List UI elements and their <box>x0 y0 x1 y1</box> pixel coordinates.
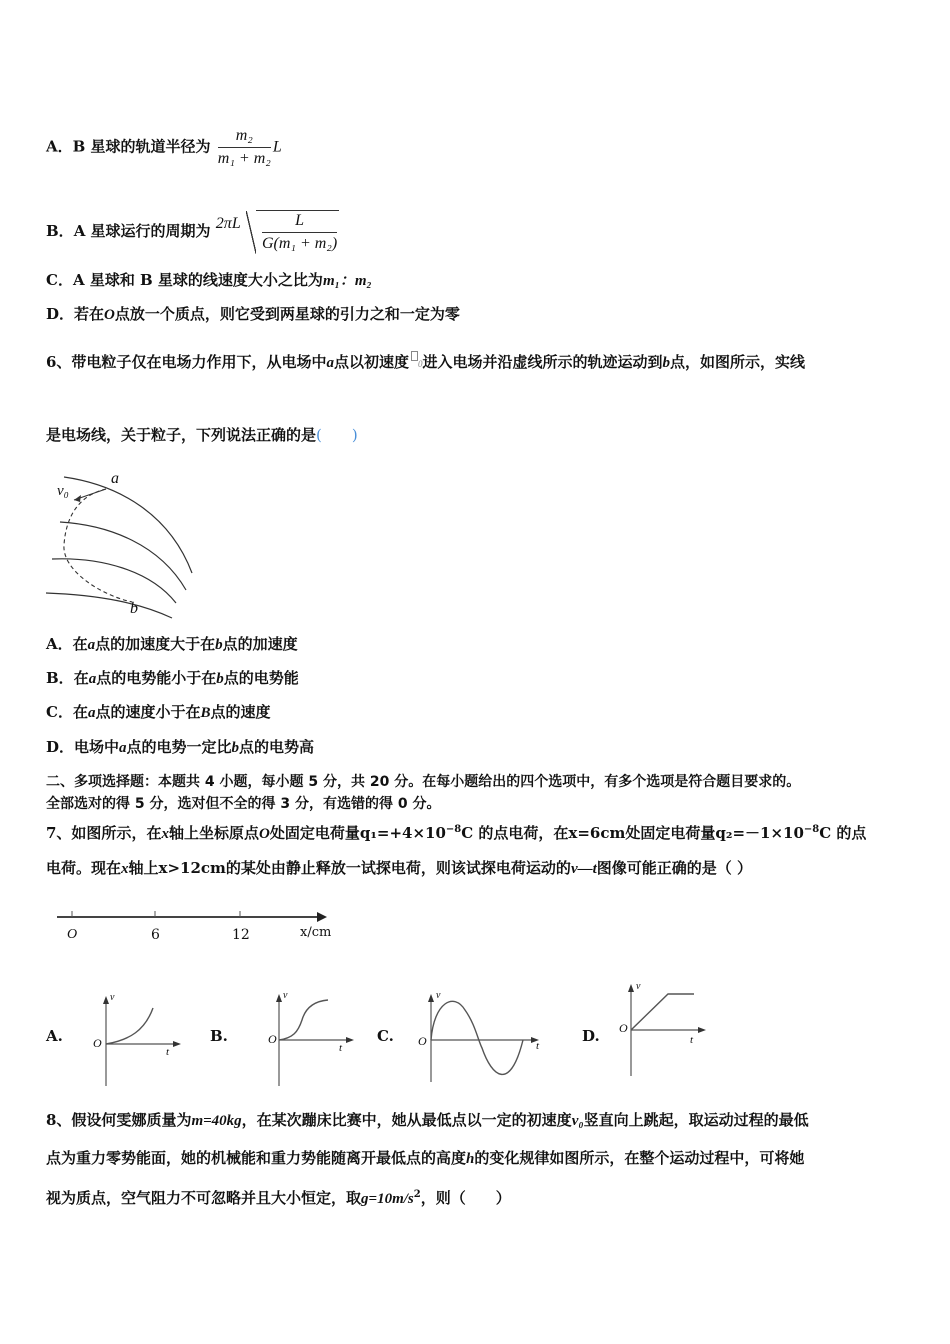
variable: O <box>104 307 115 323</box>
position-value: x>12cm <box>158 859 226 877</box>
variable: v₀ <box>571 1113 584 1129</box>
q5-option-c <box>46 270 372 291</box>
stem-text: C 的点电荷，在 <box>461 824 569 842</box>
stem-text: 8、假设何雯娜质量为 <box>46 1111 192 1129</box>
variable: a <box>119 740 127 756</box>
option-text: A 星球运行的周期为 <box>73 222 211 240</box>
q8-stem-line2 <box>46 1148 804 1169</box>
q7-stem-line1 <box>46 820 866 844</box>
point-a-label: a <box>111 470 119 487</box>
axis-unit-label: x/cm <box>300 925 332 940</box>
variable: v—t <box>570 861 597 877</box>
stem-text: 轴上坐标原点 <box>168 824 259 842</box>
variable: b <box>216 671 224 687</box>
q5-option-d <box>46 304 460 325</box>
option-text: 点的电势高 <box>239 738 315 756</box>
v0-glyph-icon: 0 <box>417 359 423 369</box>
q6-option-c <box>46 702 271 723</box>
graph-b-vt-curve[interactable] <box>268 992 358 1087</box>
stem-text: 视为质点，空气阻力不可忽略并且大小恒定，取 <box>46 1189 362 1207</box>
option-label: A． <box>46 137 73 156</box>
stem-text: 点为重力零势能面，她的机械能和重力势能随离开最低点的高度 <box>46 1149 467 1167</box>
origin-label: O <box>619 1021 628 1035</box>
option-text: 点的加速度大于在 <box>95 635 216 653</box>
option-text: 在 <box>72 635 88 653</box>
variable: a <box>87 705 96 721</box>
stem-text: 轴上 <box>128 859 159 877</box>
stem-text: 处固定电荷量 <box>625 824 716 842</box>
missing-glyph-icon <box>411 351 418 361</box>
charge-q1: q₁=+4×10 <box>359 824 446 842</box>
q6-option-a <box>46 634 298 655</box>
variable: a <box>326 355 334 371</box>
option-text: 若在 <box>74 305 105 323</box>
option-label: A． <box>46 635 73 653</box>
stem-text: 图像可能正确的是（ ） <box>596 859 752 877</box>
q7-stem-line2 <box>46 858 752 879</box>
stem-text: 竖直向上跳起，取运动过程的最低 <box>583 1111 809 1129</box>
x-axis-figure <box>55 905 330 925</box>
option-text: 点的速度 <box>210 703 271 721</box>
v0-label: v₀ <box>57 483 69 499</box>
graph-b-label[interactable]: B. <box>210 1027 228 1045</box>
sqrt-formula <box>256 210 339 254</box>
tick-label: 6 <box>151 927 160 943</box>
option-label: B． <box>46 669 74 687</box>
origin-label: O <box>418 1034 427 1048</box>
option-text: A 星球和 B 星球的线速度大小之比为 <box>72 271 323 289</box>
option-text: 在 <box>72 703 88 721</box>
denominator: G(m₁ + m₂) <box>261 235 338 252</box>
option-text: 点的电势一定比 <box>126 738 232 756</box>
graph-c-vt-curve[interactable] <box>420 992 545 1087</box>
graph-d-vt-curve[interactable] <box>620 982 715 1077</box>
graph-a-vt-curve[interactable] <box>95 992 185 1087</box>
variable: b <box>215 637 223 653</box>
q8-stem-line1 <box>46 1110 809 1131</box>
stem-text: 的某处由静止释放一试探电荷，则该试探电荷运动的 <box>225 859 571 877</box>
variable: B <box>200 705 211 721</box>
answer-parentheses: ( ) <box>316 426 358 444</box>
variable: b <box>231 740 240 756</box>
variable: h <box>466 1151 475 1167</box>
stem-text: 电荷。现在 <box>46 859 122 877</box>
stem-text: 进入电场并沿虚线所示的轨迹运动到 <box>422 353 663 371</box>
variable: O <box>258 826 270 842</box>
stem-text: ，则（ ） <box>420 1189 511 1207</box>
option-label: C． <box>46 271 73 289</box>
q5-option-a <box>46 126 282 169</box>
tick-label: 12 <box>232 927 250 943</box>
exponent: 2 <box>413 1189 421 1200</box>
stem-text: ，在某次蹦床比赛中，她从最低点以一定的初速度 <box>241 1111 572 1129</box>
fraction-formula <box>262 211 337 254</box>
q6-option-d <box>46 737 314 758</box>
t-axis-label: t <box>536 1040 540 1052</box>
charge-q2: q₂=－1×10 <box>715 824 804 842</box>
option-text: B 星球的轨道半径为 <box>72 137 211 156</box>
point-b-label: b <box>130 600 138 617</box>
option-label: D． <box>46 738 75 756</box>
option-text: 电场中 <box>74 738 120 756</box>
q6-stem-line1 <box>46 351 805 374</box>
option-text: 在 <box>73 669 89 687</box>
graph-a-label[interactable]: A. <box>46 1027 63 1045</box>
option-text: 点的速度小于在 <box>95 703 201 721</box>
t-axis-label: t <box>690 1034 694 1046</box>
variable: b <box>662 355 670 371</box>
mass-value: m=40kg <box>191 1113 242 1129</box>
variable: a <box>87 637 96 653</box>
stem-text: 点，如图所示，实线 <box>669 353 805 371</box>
exponent: −8 <box>445 824 462 835</box>
v-axis-label: v <box>110 992 115 1003</box>
t-axis-label: t <box>166 1046 170 1058</box>
v-axis-label: v <box>436 990 441 1001</box>
numerator: m₂ <box>218 126 271 148</box>
t-axis-label: t <box>339 1042 343 1054</box>
option-text: 点的电势能小于在 <box>96 669 217 687</box>
formula-tail: L <box>272 138 282 156</box>
q5-option-b <box>46 210 339 254</box>
tick-label: O <box>67 927 78 942</box>
variable: a <box>88 671 97 687</box>
section-2-header <box>46 771 916 815</box>
stem-text: 点以初速度 <box>333 353 409 371</box>
option-text: 点的电势能 <box>223 669 299 687</box>
section-instructions: 全部选对的得 5 分，选对但不全的得 3 分，有选错的得 0 分。 <box>46 796 441 812</box>
section-instructions: 二、多项选择题：本题共 4 小题，每小题 5 分，共 20 分。在每小题给出的四个选项中，有多个选项是符合题目要求的。 <box>46 774 801 790</box>
stem-text: 处固定电荷量 <box>269 824 360 842</box>
option-label: D． <box>46 305 75 323</box>
stem-text: 7、如图所示，在 <box>46 824 162 842</box>
graph-d-label[interactable]: D. <box>582 1027 600 1045</box>
origin-label: O <box>268 1032 277 1046</box>
origin-label: O <box>93 1036 102 1050</box>
q6-stem-line2 <box>46 425 358 445</box>
q8-stem-line3 <box>46 1185 511 1209</box>
variable: x <box>161 826 169 842</box>
formula-prefix: 2πL <box>215 215 241 232</box>
stem-text: C 的点 <box>819 824 867 842</box>
option-label: C． <box>46 703 73 721</box>
ratio-formula: m₁：m₂ <box>322 273 372 289</box>
option-text: 点放一个质点，则它受到两星球的引力之和一定为零 <box>114 305 460 323</box>
v-axis-label: v <box>283 990 288 1001</box>
position-value: x=6cm <box>568 824 626 842</box>
q6-option-b <box>46 668 299 689</box>
graph-c-label[interactable]: C. <box>377 1027 394 1045</box>
stem-text: 是电场线，关于粒子，下列说法正确的是 <box>46 426 317 444</box>
variable: x <box>121 861 129 877</box>
option-label: B． <box>46 222 74 240</box>
option-text: 点的加速度 <box>222 635 298 653</box>
fraction-formula <box>218 126 271 169</box>
stem-text: 6、带电粒子仅在电场力作用下，从电场中 <box>46 353 327 371</box>
gravity-value: g=10m/s <box>361 1191 414 1207</box>
exponent: −8 <box>803 824 820 835</box>
v-axis-label: v <box>636 981 641 992</box>
denominator: m₁ + m₂ <box>217 150 271 167</box>
numerator: L <box>262 211 337 233</box>
stem-text: 的变化规律如图所示，在整个运动过程中，可将她 <box>474 1149 805 1167</box>
